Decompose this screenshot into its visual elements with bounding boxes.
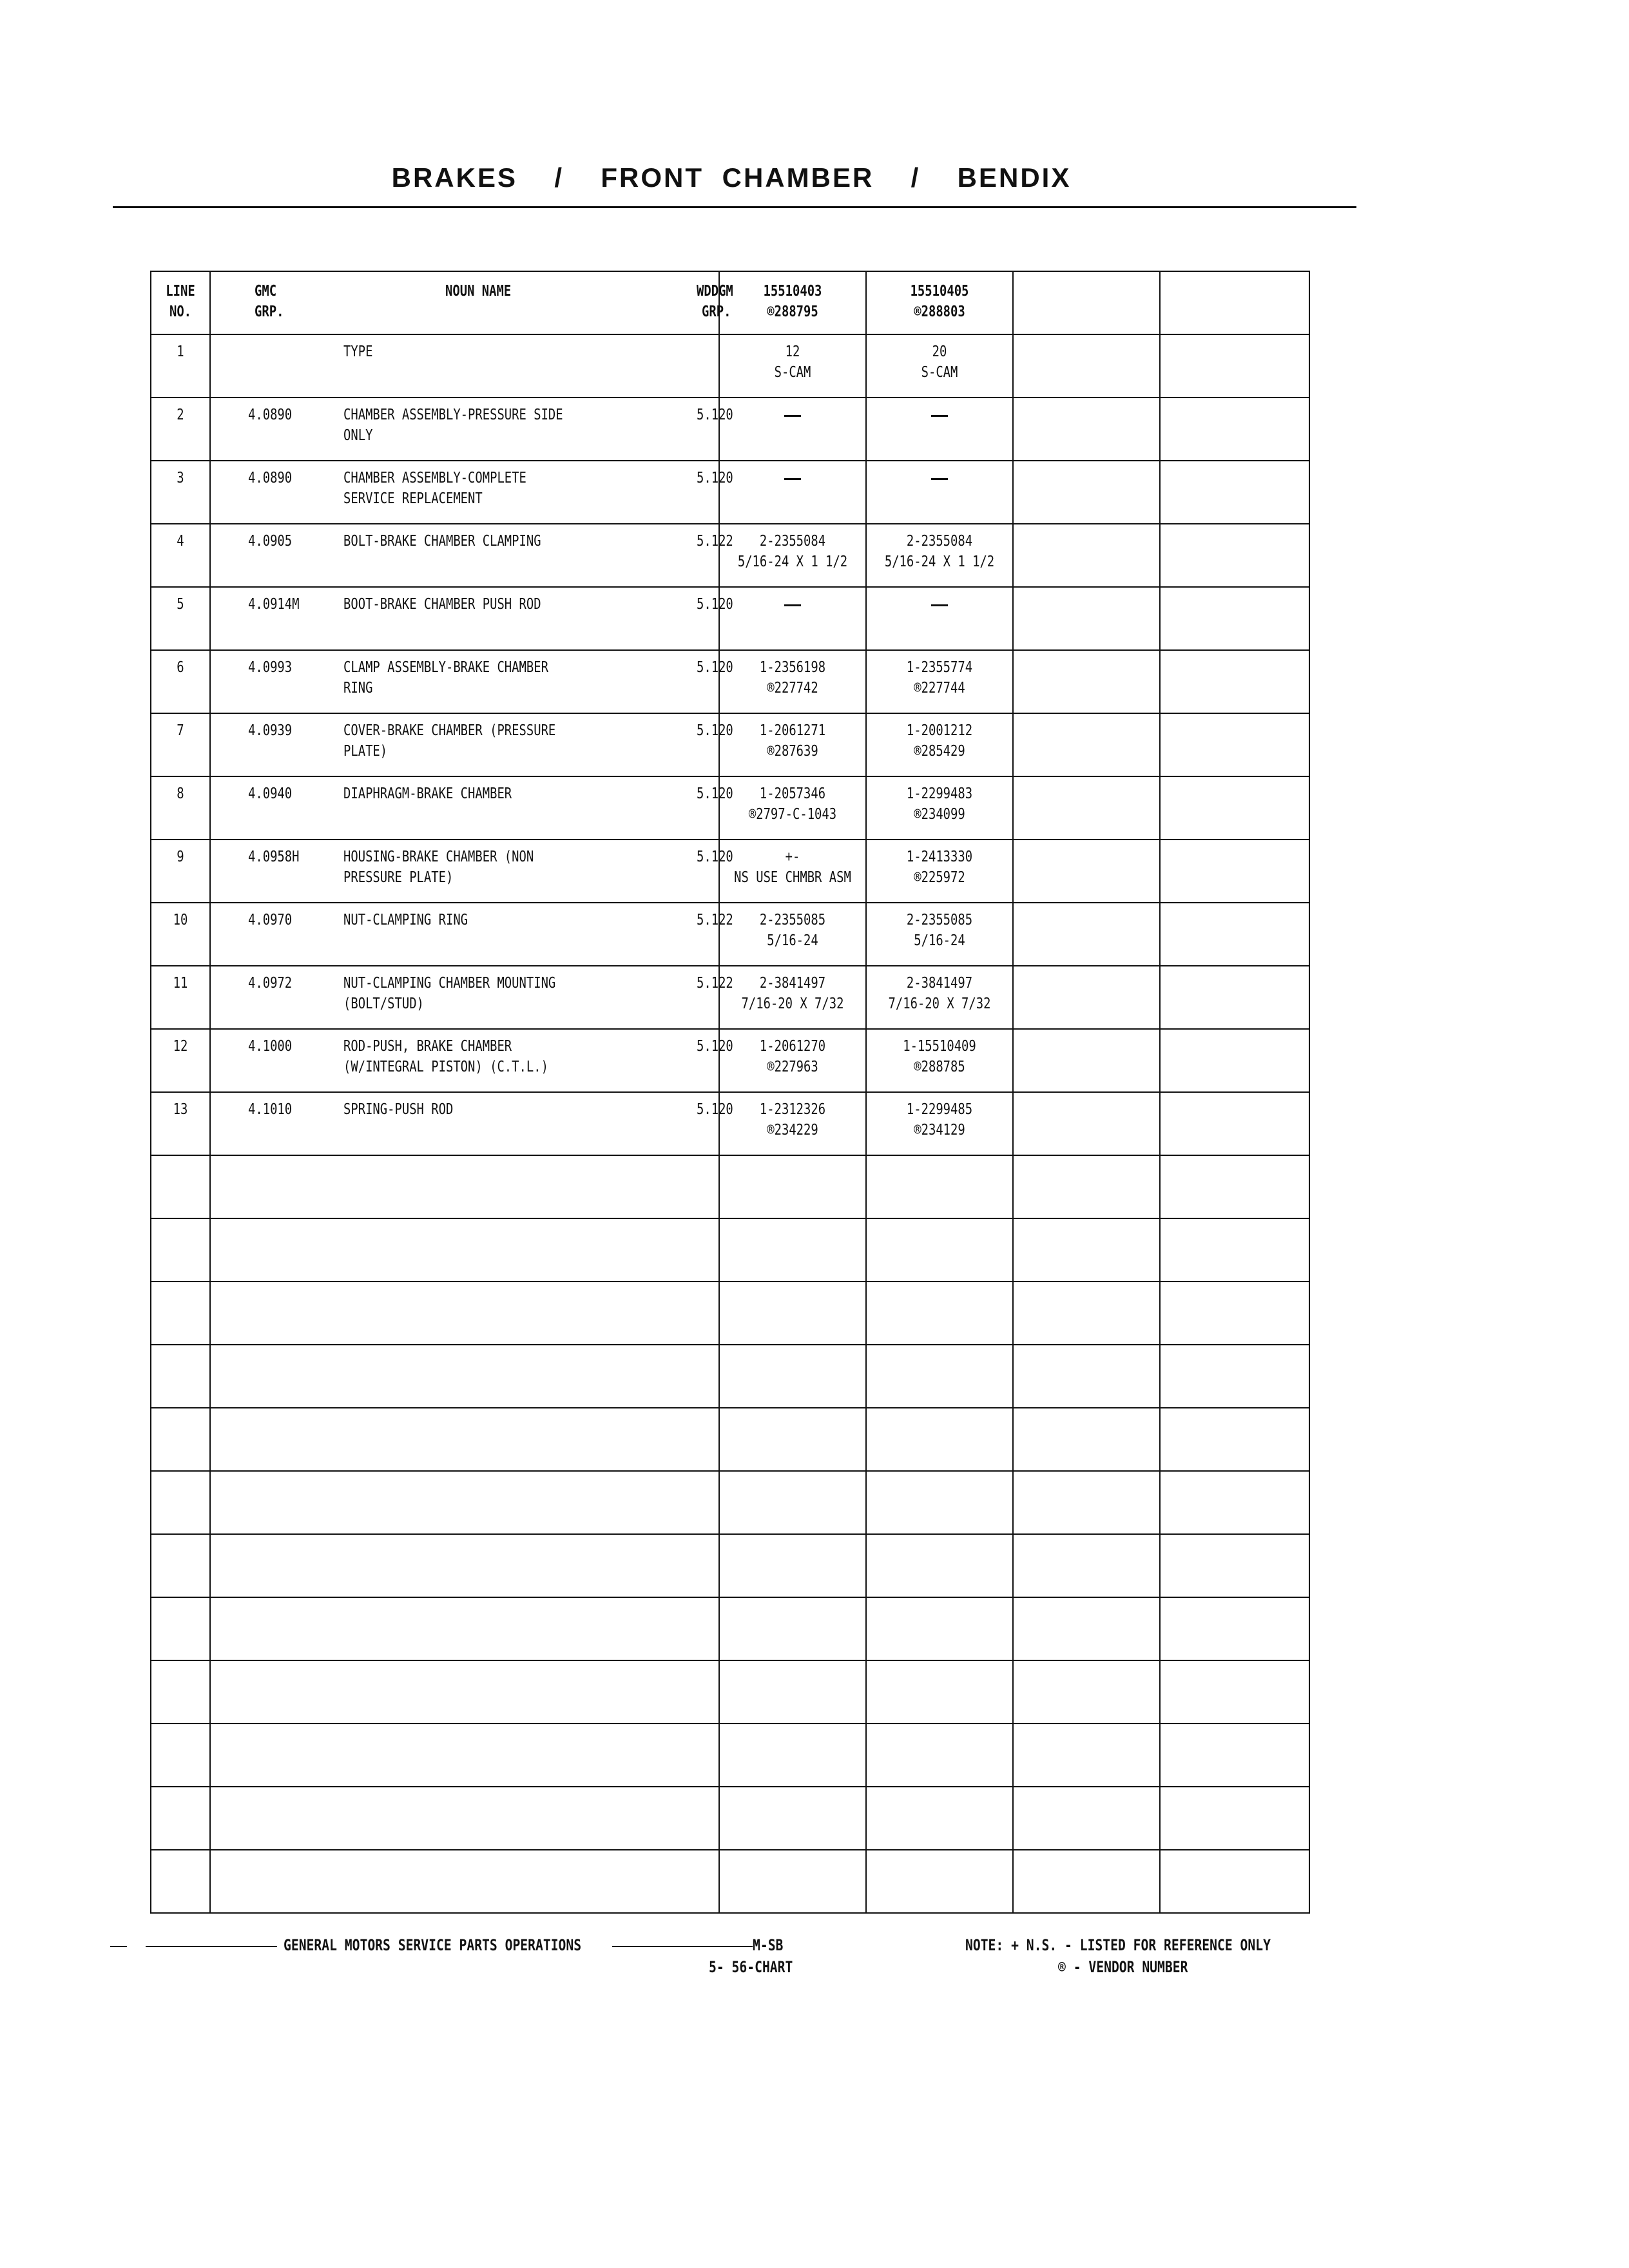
blank-desc-cell — [211, 1850, 720, 1914]
footer-vendor-note: ® - VENDOR NUMBER — [1058, 1958, 1188, 1976]
blank-line-cell — [151, 1850, 211, 1914]
model-a-cell — [720, 966, 867, 1030]
description-cell — [211, 398, 733, 461]
not-applicable-dash — [931, 415, 948, 417]
blank-model-b-cell — [867, 1282, 1014, 1345]
not-applicable-dash — [931, 478, 948, 480]
blank-cell — [1014, 1850, 1161, 1914]
blank-cell — [1161, 1282, 1310, 1345]
model-b-part: 1-2413330 ®225972 — [906, 849, 973, 886]
gmc-group: 4.0890 — [248, 407, 293, 423]
blank-desc-cell — [211, 1724, 720, 1787]
footer-company: GENERAL MOTORS SERVICE PARTS OPERATIONS — [284, 1936, 582, 1954]
blank-table-row — [151, 1850, 1310, 1914]
blank-cell — [1014, 1472, 1161, 1535]
empty-cell — [1161, 1030, 1310, 1093]
noun-name: SPRING-PUSH ROD — [343, 1101, 454, 1118]
line-number: 3 — [177, 470, 184, 486]
model-a-cell — [720, 903, 867, 966]
blank-model-b-cell — [867, 1535, 1014, 1598]
wddgm-group: 5.120 — [697, 785, 733, 802]
header-wddgm-1: WDDGM — [697, 283, 733, 300]
model-b-cell — [867, 651, 1014, 714]
description-cell — [211, 1030, 733, 1093]
table-header-row — [151, 272, 1310, 335]
noun-name: BOLT-BRAKE CHAMBER CLAMPING — [343, 533, 541, 550]
blank-cell — [1014, 1219, 1161, 1282]
model-b-part: 20 S-CAM — [921, 343, 958, 381]
blank-desc-cell — [211, 1535, 720, 1598]
empty-cell — [1161, 461, 1310, 524]
model-b-cell — [867, 1093, 1014, 1156]
model-b-cell — [867, 398, 1014, 461]
description-cell — [211, 777, 733, 840]
header-line-cell — [151, 272, 211, 335]
description-cell — [211, 461, 733, 524]
model-b-cell — [867, 588, 1014, 651]
blank-table-row — [151, 1472, 1310, 1535]
description-cell — [211, 966, 733, 1030]
model-a-part: +- NS USE CHMBR ASM — [734, 849, 851, 886]
blank-model-a-cell — [720, 1598, 867, 1661]
page-title: BRAKES / FRONT CHAMBER / BENDIX — [391, 162, 1072, 193]
description-cell — [211, 335, 720, 398]
wddgm-group: 5.120 — [697, 659, 733, 676]
blank-cell — [1014, 1724, 1161, 1787]
model-b-part: 2-2355084 5/16-24 X 1 1/2 — [884, 533, 995, 570]
blank-line-cell — [151, 1661, 211, 1724]
empty-cell — [1014, 714, 1161, 777]
line-number: 4 — [177, 533, 184, 550]
blank-model-b-cell — [867, 1345, 1014, 1408]
model-a-part: 12 S-CAM — [774, 343, 811, 381]
blank-line-cell — [151, 1472, 211, 1535]
header-empty-col-2 — [1161, 272, 1310, 335]
header-line-2: NO. — [169, 303, 192, 320]
not-applicable-dash — [784, 478, 801, 480]
line-number-cell — [151, 651, 211, 714]
empty-cell — [1014, 461, 1161, 524]
empty-cell — [1161, 840, 1310, 903]
table-row — [151, 524, 1310, 588]
not-applicable-dash — [784, 604, 801, 606]
noun-name: TYPE — [343, 343, 373, 360]
noun-name: CHAMBER ASSEMBLY-PRESSURE SIDE ONLY — [343, 407, 563, 444]
gmc-group: 4.0993 — [248, 659, 293, 676]
line-number: 1 — [177, 343, 184, 360]
blank-table-row — [151, 1156, 1310, 1219]
model-a-cell — [720, 588, 867, 651]
table-row — [151, 398, 1310, 461]
wddgm-group: 5.120 — [697, 596, 733, 613]
noun-name: NUT-CLAMPING RING — [343, 912, 468, 928]
blank-model-b-cell — [867, 1472, 1014, 1535]
noun-name: DIAPHRAGM-BRAKE CHAMBER — [343, 785, 512, 802]
empty-cell — [1014, 1030, 1161, 1093]
empty-cell — [1014, 1093, 1161, 1156]
empty-cell — [1161, 398, 1310, 461]
blank-cell — [1014, 1661, 1161, 1724]
line-number-cell — [151, 398, 211, 461]
empty-cell — [1014, 588, 1161, 651]
line-number: 13 — [173, 1101, 188, 1118]
blank-model-a-cell — [720, 1724, 867, 1787]
table-row — [151, 840, 1310, 903]
model-a-part: 1-2061271 ®287639 — [759, 722, 826, 760]
model-a-cell — [720, 398, 867, 461]
blank-model-b-cell — [867, 1598, 1014, 1661]
line-number-cell — [151, 903, 211, 966]
blank-desc-cell — [211, 1472, 720, 1535]
model-b-cell — [867, 524, 1014, 588]
blank-model-b-cell — [867, 1408, 1014, 1472]
empty-cell — [1014, 524, 1161, 588]
model-a-part: 1-2057346 ®2797-C-1043 — [748, 785, 837, 823]
blank-cell — [1014, 1282, 1161, 1345]
blank-cell — [1161, 1156, 1310, 1219]
empty-cell — [1161, 714, 1310, 777]
blank-cell — [1161, 1345, 1310, 1408]
model-a-part: 2-2355085 5/16-24 — [759, 912, 826, 949]
blank-model-a-cell — [720, 1661, 867, 1724]
model-b-part: 2-3841497 7/16-20 X 7/32 — [888, 975, 991, 1012]
table-row — [151, 588, 1310, 651]
header-model-b-vendor: ®288803 — [914, 303, 965, 320]
blank-model-a-cell — [720, 1282, 867, 1345]
noun-name: NUT-CLAMPING CHAMBER MOUNTING (BOLT/STUD) — [343, 975, 556, 1012]
blank-cell — [1161, 1787, 1310, 1850]
model-a-cell — [720, 335, 867, 398]
model-a-cell — [720, 524, 867, 588]
table-row — [151, 1093, 1310, 1156]
model-b-part: 2-2355085 5/16-24 — [906, 912, 973, 949]
line-number: 7 — [177, 722, 184, 739]
header-model-a-vendor: ®288795 — [767, 303, 818, 320]
wddgm-group: 5.120 — [697, 470, 733, 486]
line-number: 10 — [173, 912, 188, 928]
blank-desc-cell — [211, 1787, 720, 1850]
model-b-part: 1-2355774 ®227744 — [906, 659, 973, 697]
header-noun: NOUN NAME — [445, 283, 512, 300]
blank-desc-cell — [211, 1345, 720, 1408]
blank-cell — [1161, 1661, 1310, 1724]
model-a-cell — [720, 777, 867, 840]
not-applicable-dash — [931, 604, 948, 606]
model-a-cell — [720, 651, 867, 714]
noun-name: HOUSING-BRAKE CHAMBER (NON PRESSURE PLATE) — [343, 849, 534, 886]
blank-model-a-cell — [720, 1219, 867, 1282]
blank-cell — [1014, 1408, 1161, 1472]
blank-model-a-cell — [720, 1408, 867, 1472]
wddgm-group: 5.122 — [697, 975, 733, 992]
line-number-cell — [151, 461, 211, 524]
model-b-cell — [867, 1030, 1014, 1093]
model-b-part: 1-2001212 ®285429 — [906, 722, 973, 760]
footer-rule-left — [146, 1946, 277, 1947]
model-b-part: 1-2299485 ®234129 — [906, 1101, 973, 1139]
empty-cell — [1014, 966, 1161, 1030]
blank-cell — [1161, 1408, 1310, 1472]
description-cell — [211, 714, 733, 777]
description-cell — [211, 903, 733, 966]
blank-table-row — [151, 1661, 1310, 1724]
wddgm-group: 5.120 — [697, 722, 733, 739]
blank-cell — [1161, 1850, 1310, 1914]
empty-cell — [1161, 588, 1310, 651]
model-b-cell — [867, 903, 1014, 966]
wddgm-group: 5.122 — [697, 912, 733, 928]
model-a-cell — [720, 1030, 867, 1093]
model-b-cell — [867, 777, 1014, 840]
line-number: 5 — [177, 596, 184, 613]
empty-cell — [1014, 651, 1161, 714]
blank-table-row — [151, 1282, 1310, 1345]
table-row — [151, 461, 1310, 524]
header-model-b-number: 15510405 — [910, 283, 969, 300]
blank-model-b-cell — [867, 1219, 1014, 1282]
table-row — [151, 903, 1310, 966]
title-rule — [113, 206, 1356, 208]
empty-cell — [1161, 903, 1310, 966]
wddgm-group: 5.122 — [697, 533, 733, 550]
blank-model-b-cell — [867, 1156, 1014, 1219]
blank-desc-cell — [211, 1282, 720, 1345]
empty-cell — [1161, 335, 1310, 398]
gmc-group: 4.0970 — [248, 912, 293, 928]
footer-page-number: 5- 56-CHART — [709, 1958, 793, 1976]
empty-cell — [1161, 1093, 1310, 1156]
model-b-part: 1-2299483 ®234099 — [906, 785, 973, 823]
blank-line-cell — [151, 1156, 211, 1219]
empty-cell — [1161, 651, 1310, 714]
model-b-cell — [867, 461, 1014, 524]
wddgm-group: 5.120 — [697, 849, 733, 865]
empty-cell — [1161, 966, 1310, 1030]
gmc-group: 4.0939 — [248, 722, 293, 739]
blank-line-cell — [151, 1219, 211, 1282]
model-b-cell — [867, 714, 1014, 777]
blank-cell — [1014, 1156, 1161, 1219]
blank-model-a-cell — [720, 1156, 867, 1219]
description-cell — [211, 1093, 733, 1156]
empty-cell — [1014, 840, 1161, 903]
header-wddgm-2: GRP. — [702, 303, 731, 320]
blank-cell — [1014, 1787, 1161, 1850]
header-model-b — [867, 272, 1014, 335]
model-b-cell — [867, 335, 1014, 398]
blank-line-cell — [151, 1282, 211, 1345]
model-a-part: 1-2312326 ®234229 — [759, 1101, 826, 1139]
gmc-group: 4.0905 — [248, 533, 293, 550]
footer-code: M-SB — [753, 1936, 784, 1954]
blank-cell — [1161, 1535, 1310, 1598]
line-number: 2 — [177, 407, 184, 423]
blank-table-row — [151, 1219, 1310, 1282]
table-row — [151, 651, 1310, 714]
line-number: 9 — [177, 849, 184, 865]
header-desc-cell — [211, 272, 733, 335]
line-number-cell — [151, 335, 211, 398]
line-number-cell — [151, 588, 211, 651]
table-row — [151, 777, 1310, 840]
line-number: 8 — [177, 785, 184, 802]
blank-line-cell — [151, 1598, 211, 1661]
blank-cell — [1014, 1598, 1161, 1661]
footer-rule-right — [612, 1946, 753, 1947]
line-number: 12 — [173, 1038, 188, 1055]
footer-note: NOTE: + N.S. - LISTED FOR REFERENCE ONLY — [965, 1936, 1271, 1954]
blank-table-row — [151, 1408, 1310, 1472]
wddgm-group: 5.120 — [697, 1038, 733, 1055]
blank-model-b-cell — [867, 1850, 1014, 1914]
wddgm-group: 5.120 — [697, 407, 733, 423]
header-model-a-number: 15510403 — [763, 283, 822, 300]
blank-table-row — [151, 1345, 1310, 1408]
model-a-part: 2-2355084 5/16-24 X 1 1/2 — [737, 533, 848, 570]
table-row — [151, 714, 1310, 777]
gmc-group: 4.0890 — [248, 470, 293, 486]
blank-line-cell — [151, 1408, 211, 1472]
header-empty-col-1 — [1014, 272, 1161, 335]
header-model-a — [720, 272, 867, 335]
blank-table-row — [151, 1535, 1310, 1598]
line-number-cell — [151, 777, 211, 840]
blank-model-a-cell — [720, 1472, 867, 1535]
blank-desc-cell — [211, 1219, 720, 1282]
noun-name: CHAMBER ASSEMBLY-COMPLETE SERVICE REPLACEMENT — [343, 470, 526, 507]
blank-model-a-cell — [720, 1787, 867, 1850]
model-a-cell — [720, 840, 867, 903]
noun-name: ROD-PUSH, BRAKE CHAMBER (W/INTEGRAL PISTON) (C.T.L.) — [343, 1038, 548, 1075]
blank-cell — [1161, 1598, 1310, 1661]
gmc-group: 4.0972 — [248, 975, 293, 992]
blank-model-a-cell — [720, 1535, 867, 1598]
line-number: 6 — [177, 659, 184, 676]
model-a-cell — [720, 714, 867, 777]
header-gmc-2: GRP. — [255, 303, 284, 320]
model-b-part: 1-15510409 ®288785 — [903, 1038, 976, 1075]
model-a-cell — [720, 1093, 867, 1156]
blank-table-row — [151, 1598, 1310, 1661]
empty-cell — [1014, 903, 1161, 966]
gmc-group: 4.0940 — [248, 785, 293, 802]
empty-cell — [1014, 335, 1161, 398]
not-applicable-dash — [784, 415, 801, 417]
line-number-cell — [151, 524, 211, 588]
gmc-group: 4.0958H — [248, 849, 300, 865]
description-cell — [211, 840, 733, 903]
blank-desc-cell — [211, 1156, 720, 1219]
blank-model-a-cell — [720, 1850, 867, 1914]
blank-model-b-cell — [867, 1661, 1014, 1724]
blank-cell — [1014, 1345, 1161, 1408]
description-cell — [211, 651, 733, 714]
line-number-cell — [151, 714, 211, 777]
blank-cell — [1161, 1724, 1310, 1787]
parts-table — [150, 271, 1310, 1914]
gmc-group: 4.0914M — [248, 596, 300, 613]
blank-desc-cell — [211, 1408, 720, 1472]
line-number-cell — [151, 1030, 211, 1093]
header-gmc-1: GMC — [255, 283, 277, 300]
model-a-part: 1-2356198 ®227742 — [759, 659, 826, 697]
line-number-cell — [151, 840, 211, 903]
blank-table-row — [151, 1724, 1310, 1787]
line-number: 11 — [173, 975, 188, 992]
blank-line-cell — [151, 1724, 211, 1787]
line-number-cell — [151, 966, 211, 1030]
blank-cell — [1161, 1472, 1310, 1535]
gmc-group: 4.1000 — [248, 1038, 293, 1055]
description-cell — [211, 524, 733, 588]
blank-model-b-cell — [867, 1724, 1014, 1787]
blank-model-a-cell — [720, 1345, 867, 1408]
gmc-group: 4.1010 — [248, 1101, 293, 1118]
model-a-cell — [720, 461, 867, 524]
blank-cell — [1161, 1219, 1310, 1282]
table-row — [151, 335, 1310, 398]
wddgm-group: 5.120 — [697, 1101, 733, 1118]
header-line-1: LINE — [166, 283, 195, 300]
model-b-cell — [867, 840, 1014, 903]
blank-model-b-cell — [867, 1787, 1014, 1850]
model-a-part: 2-3841497 7/16-20 X 7/32 — [741, 975, 844, 1012]
noun-name: BOOT-BRAKE CHAMBER PUSH ROD — [343, 596, 541, 613]
blank-line-cell — [151, 1535, 211, 1598]
noun-name: CLAMP ASSEMBLY-BRAKE CHAMBER RING — [343, 659, 548, 697]
table-row — [151, 1030, 1310, 1093]
empty-cell — [1161, 777, 1310, 840]
blank-line-cell — [151, 1787, 211, 1850]
footer-left-dash — [110, 1946, 127, 1947]
table-row — [151, 966, 1310, 1030]
description-cell — [211, 588, 733, 651]
noun-name: COVER-BRAKE CHAMBER (PRESSURE PLATE) — [343, 722, 556, 760]
model-a-part: 1-2061270 ®227963 — [759, 1038, 826, 1075]
line-number-cell — [151, 1093, 211, 1156]
empty-cell — [1014, 398, 1161, 461]
blank-desc-cell — [211, 1598, 720, 1661]
empty-cell — [1014, 777, 1161, 840]
blank-line-cell — [151, 1345, 211, 1408]
blank-desc-cell — [211, 1661, 720, 1724]
blank-cell — [1014, 1535, 1161, 1598]
empty-cell — [1161, 524, 1310, 588]
blank-table-row — [151, 1787, 1310, 1850]
model-b-cell — [867, 966, 1014, 1030]
